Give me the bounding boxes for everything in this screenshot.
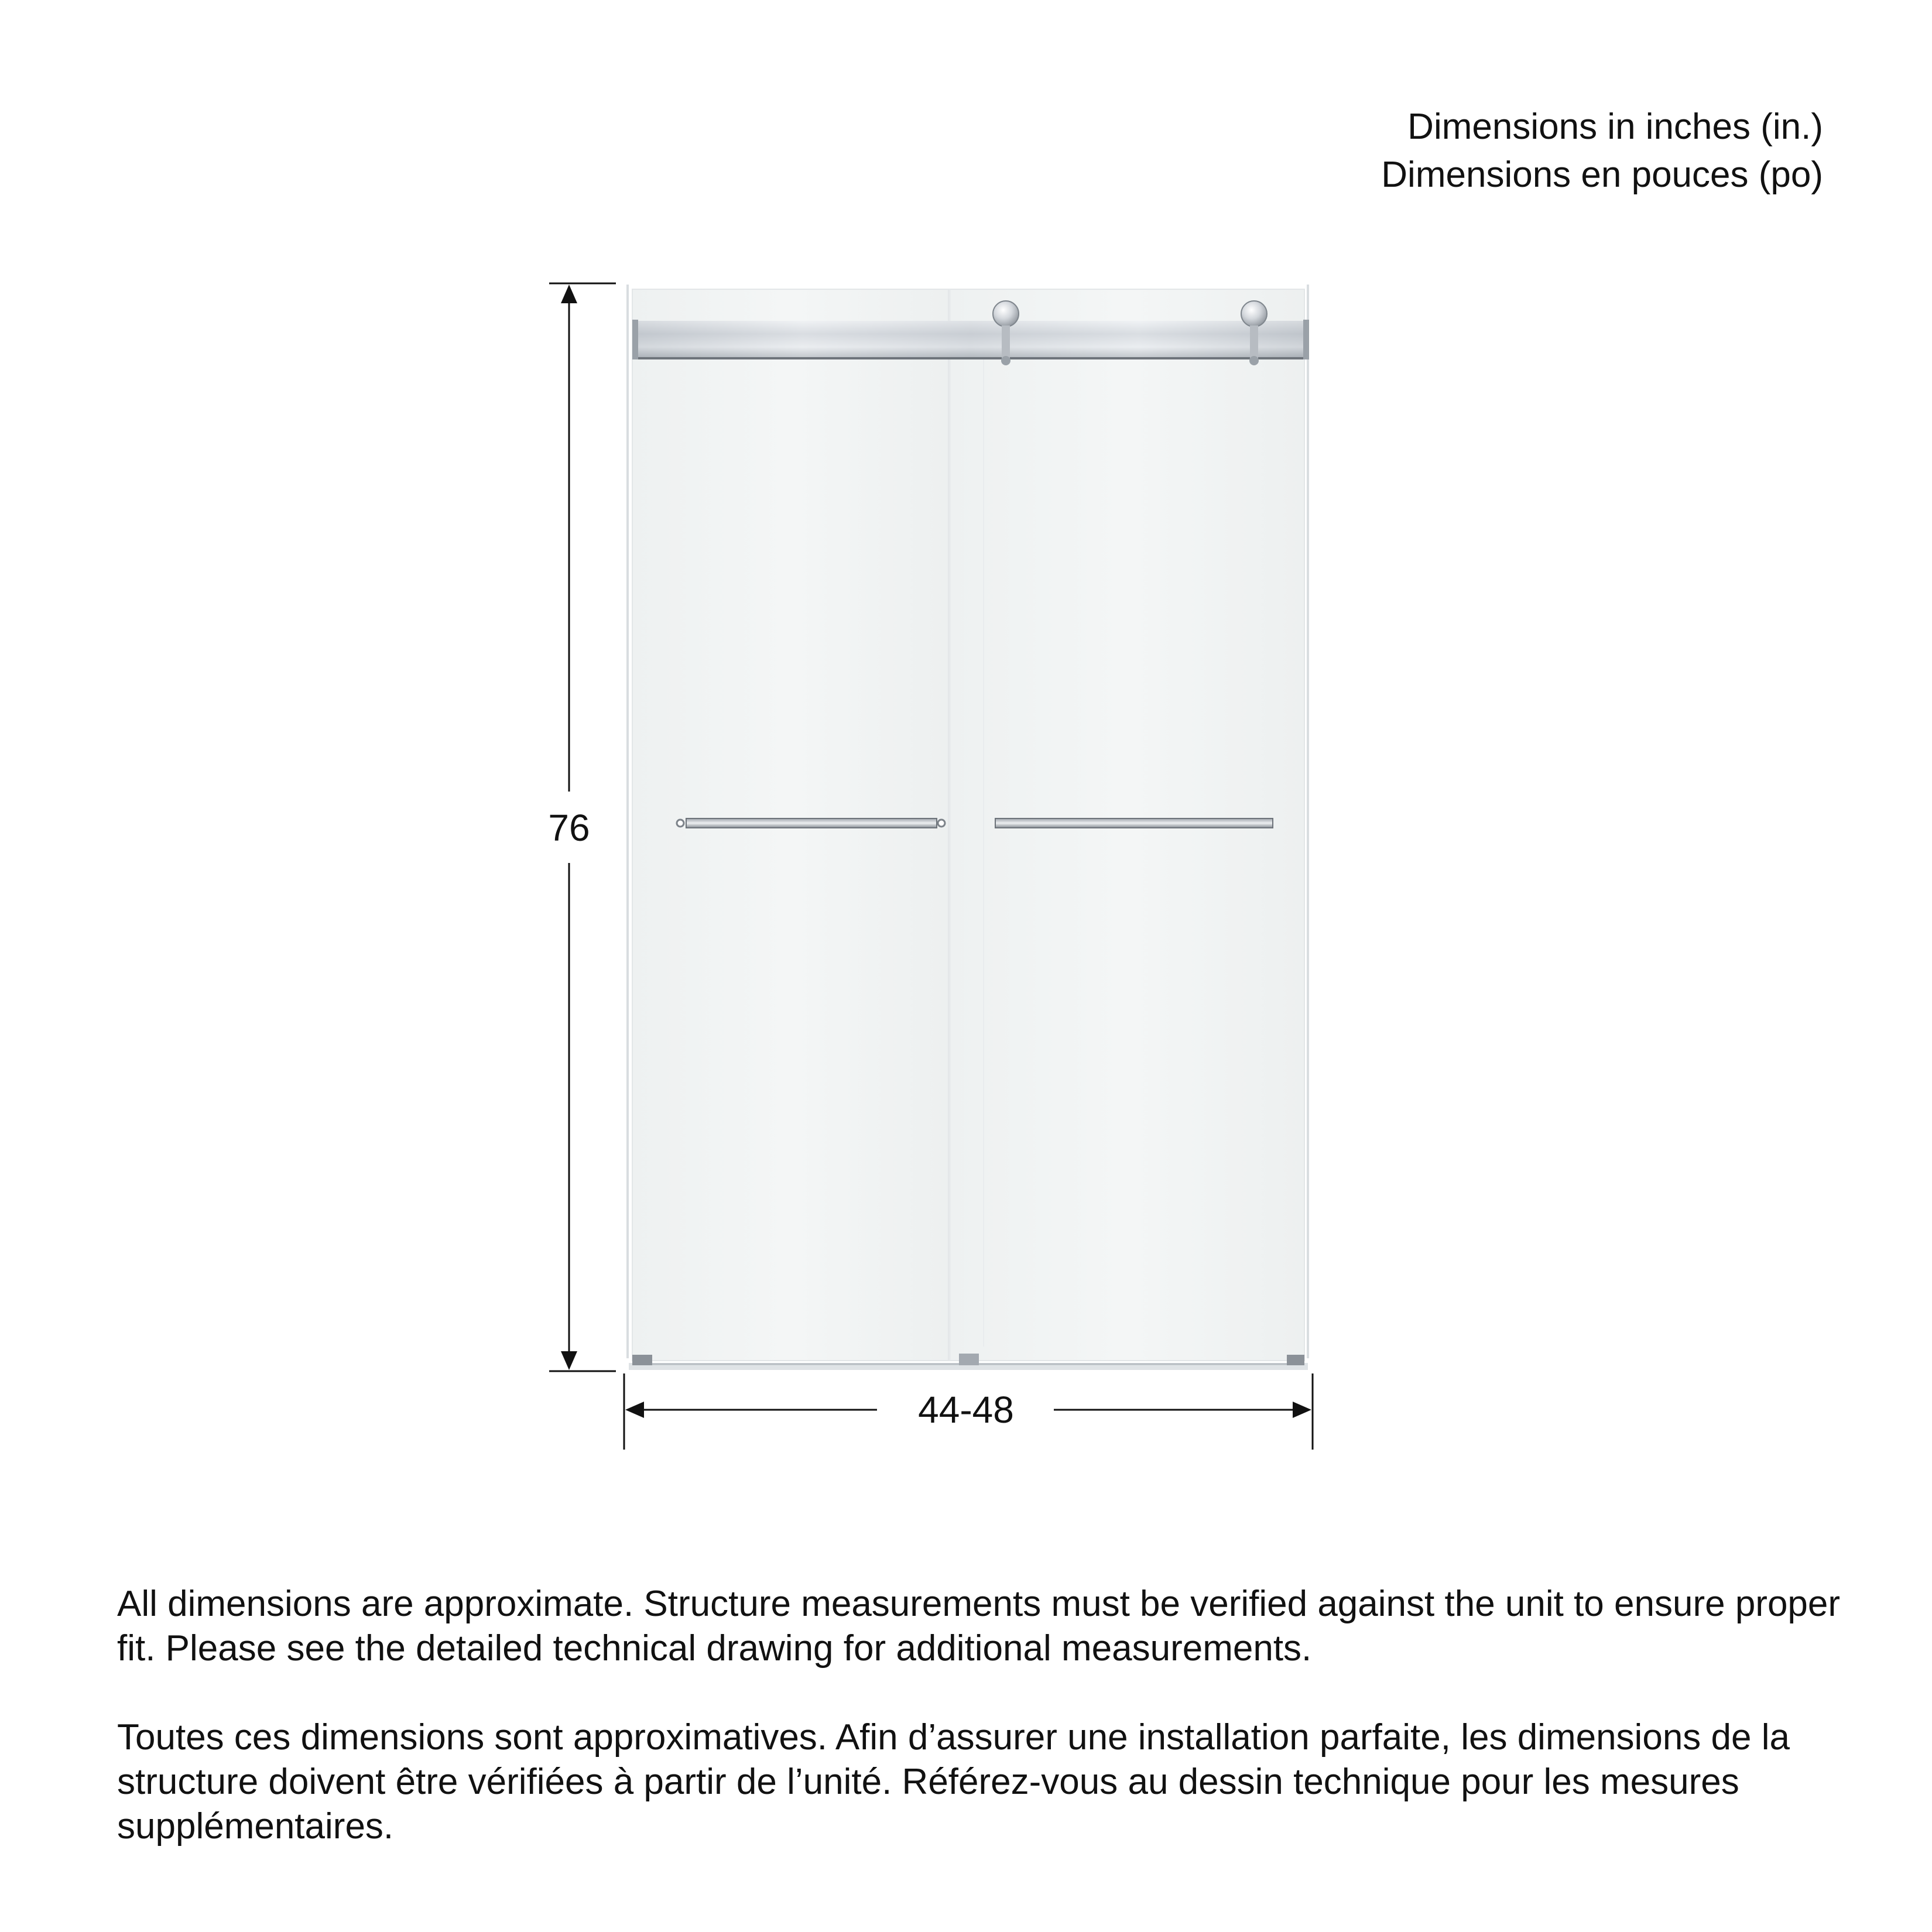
bottom-guide-clip xyxy=(959,1354,979,1365)
right-roller-bolt-icon xyxy=(1249,356,1259,365)
width-arrow-right-icon xyxy=(1293,1402,1311,1418)
right-towel-bar-rod xyxy=(995,818,1273,828)
left-towel-bar-mount-right-icon xyxy=(938,820,945,827)
right-roller-wheel-icon xyxy=(1241,301,1267,327)
bottom-left-bumper xyxy=(632,1355,652,1365)
units-french: Dimensions en pouces (po) xyxy=(1381,155,1823,195)
left-towel-bar xyxy=(677,818,945,828)
disclaimer-notes xyxy=(117,1582,1844,1849)
bottom-right-bumper xyxy=(1287,1355,1304,1365)
width-dimension xyxy=(624,1373,1313,1450)
disclaimer-french: Toutes ces dimensions sont approximatives. Afin d’assurer une installation parfaite, les dimensions de la structure doivent être vérifiées à partir de l’unité. Référez-vous au dessin technique pour les mesures supplémentaires. xyxy=(117,1717,1790,1847)
left-towel-bar-mount-left-icon xyxy=(677,820,684,827)
width-arrow-left-icon xyxy=(625,1402,644,1418)
height-dimension xyxy=(548,283,616,1371)
left-roller-bolt-icon xyxy=(1001,356,1010,365)
height-label: 76 xyxy=(548,807,590,849)
left-towel-bar-rod xyxy=(686,818,937,828)
right-towel-bar xyxy=(995,818,1273,828)
right-roller-stem xyxy=(1250,326,1258,358)
width-label: 44-48 xyxy=(918,1389,1014,1431)
left-roller-stem xyxy=(1002,326,1010,358)
height-arrow-top-icon xyxy=(561,285,577,303)
shower-door xyxy=(628,285,1309,1370)
top-rail-shading xyxy=(635,321,1307,358)
disclaimer-english: All dimensions are approximate. Structure measurements must be verified against the unit to ensure proper fit. Please see the detailed technical drawing for additional measurements. xyxy=(117,1584,1841,1669)
height-arrow-bottom-icon xyxy=(561,1351,577,1370)
units-english: Dimensions in inches (in.) xyxy=(1407,107,1823,147)
left-roller-wheel-icon xyxy=(993,301,1019,327)
top-rail-right-cap xyxy=(1303,320,1309,359)
top-rail-left-cap xyxy=(632,320,638,359)
